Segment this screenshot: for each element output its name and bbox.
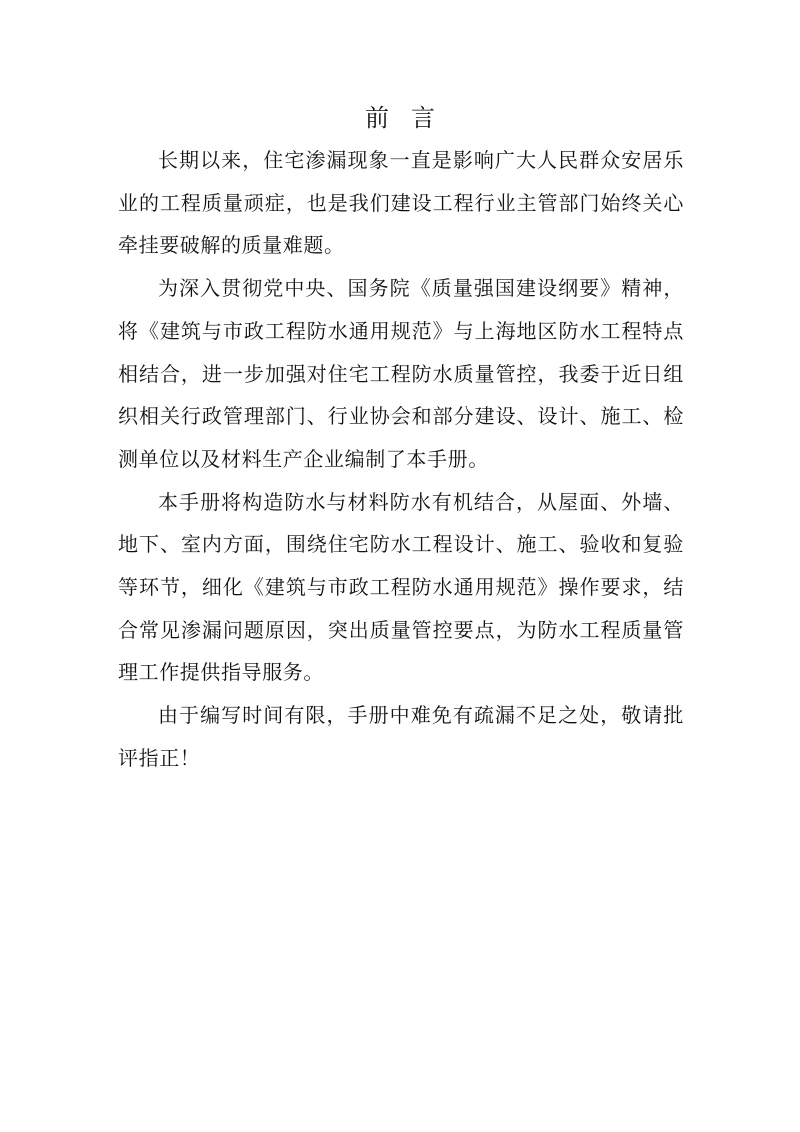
- page-title: 前言: [365, 104, 457, 132]
- paragraph-2: 为深入贯彻党中央、国务院《质量强国建设纲要》精神，将《建筑与市政工程防水通用规范》与上海地区防水工程特点相结合，进一步加强对住宅工程防水质量管控，我委于近日组织相关行政管理部门、行业协会和部分建设、设计、施工、检测单位以及材料生产企业编制了本手册。: [118, 276, 684, 471]
- paragraph-3: 本手册将构造防水与材料防水有机结合，从屋面、外墙、地下、室内方面，围绕住宅防水工程设计、施工、验收和复验等环节，细化《建筑与市政工程防水通用规范》操作要求，结合常见渗漏问题原因，突出质量管控要点，为防水工程质量管理工作提供指导服务。: [118, 489, 684, 685]
- paragraph-4: 由于编写时间有限，手册中难免有疏漏不足之处，敬请批评指正！: [118, 703, 684, 770]
- paragraph-1: 长期以来，住宅渗漏现象一直是影响广大人民群众安居乐业的工程质量顽症，也是我们建设工程行业主管部门始终关心牵挂要破解的质量难题。: [118, 148, 684, 258]
- preface-body: [118, 139, 684, 780]
